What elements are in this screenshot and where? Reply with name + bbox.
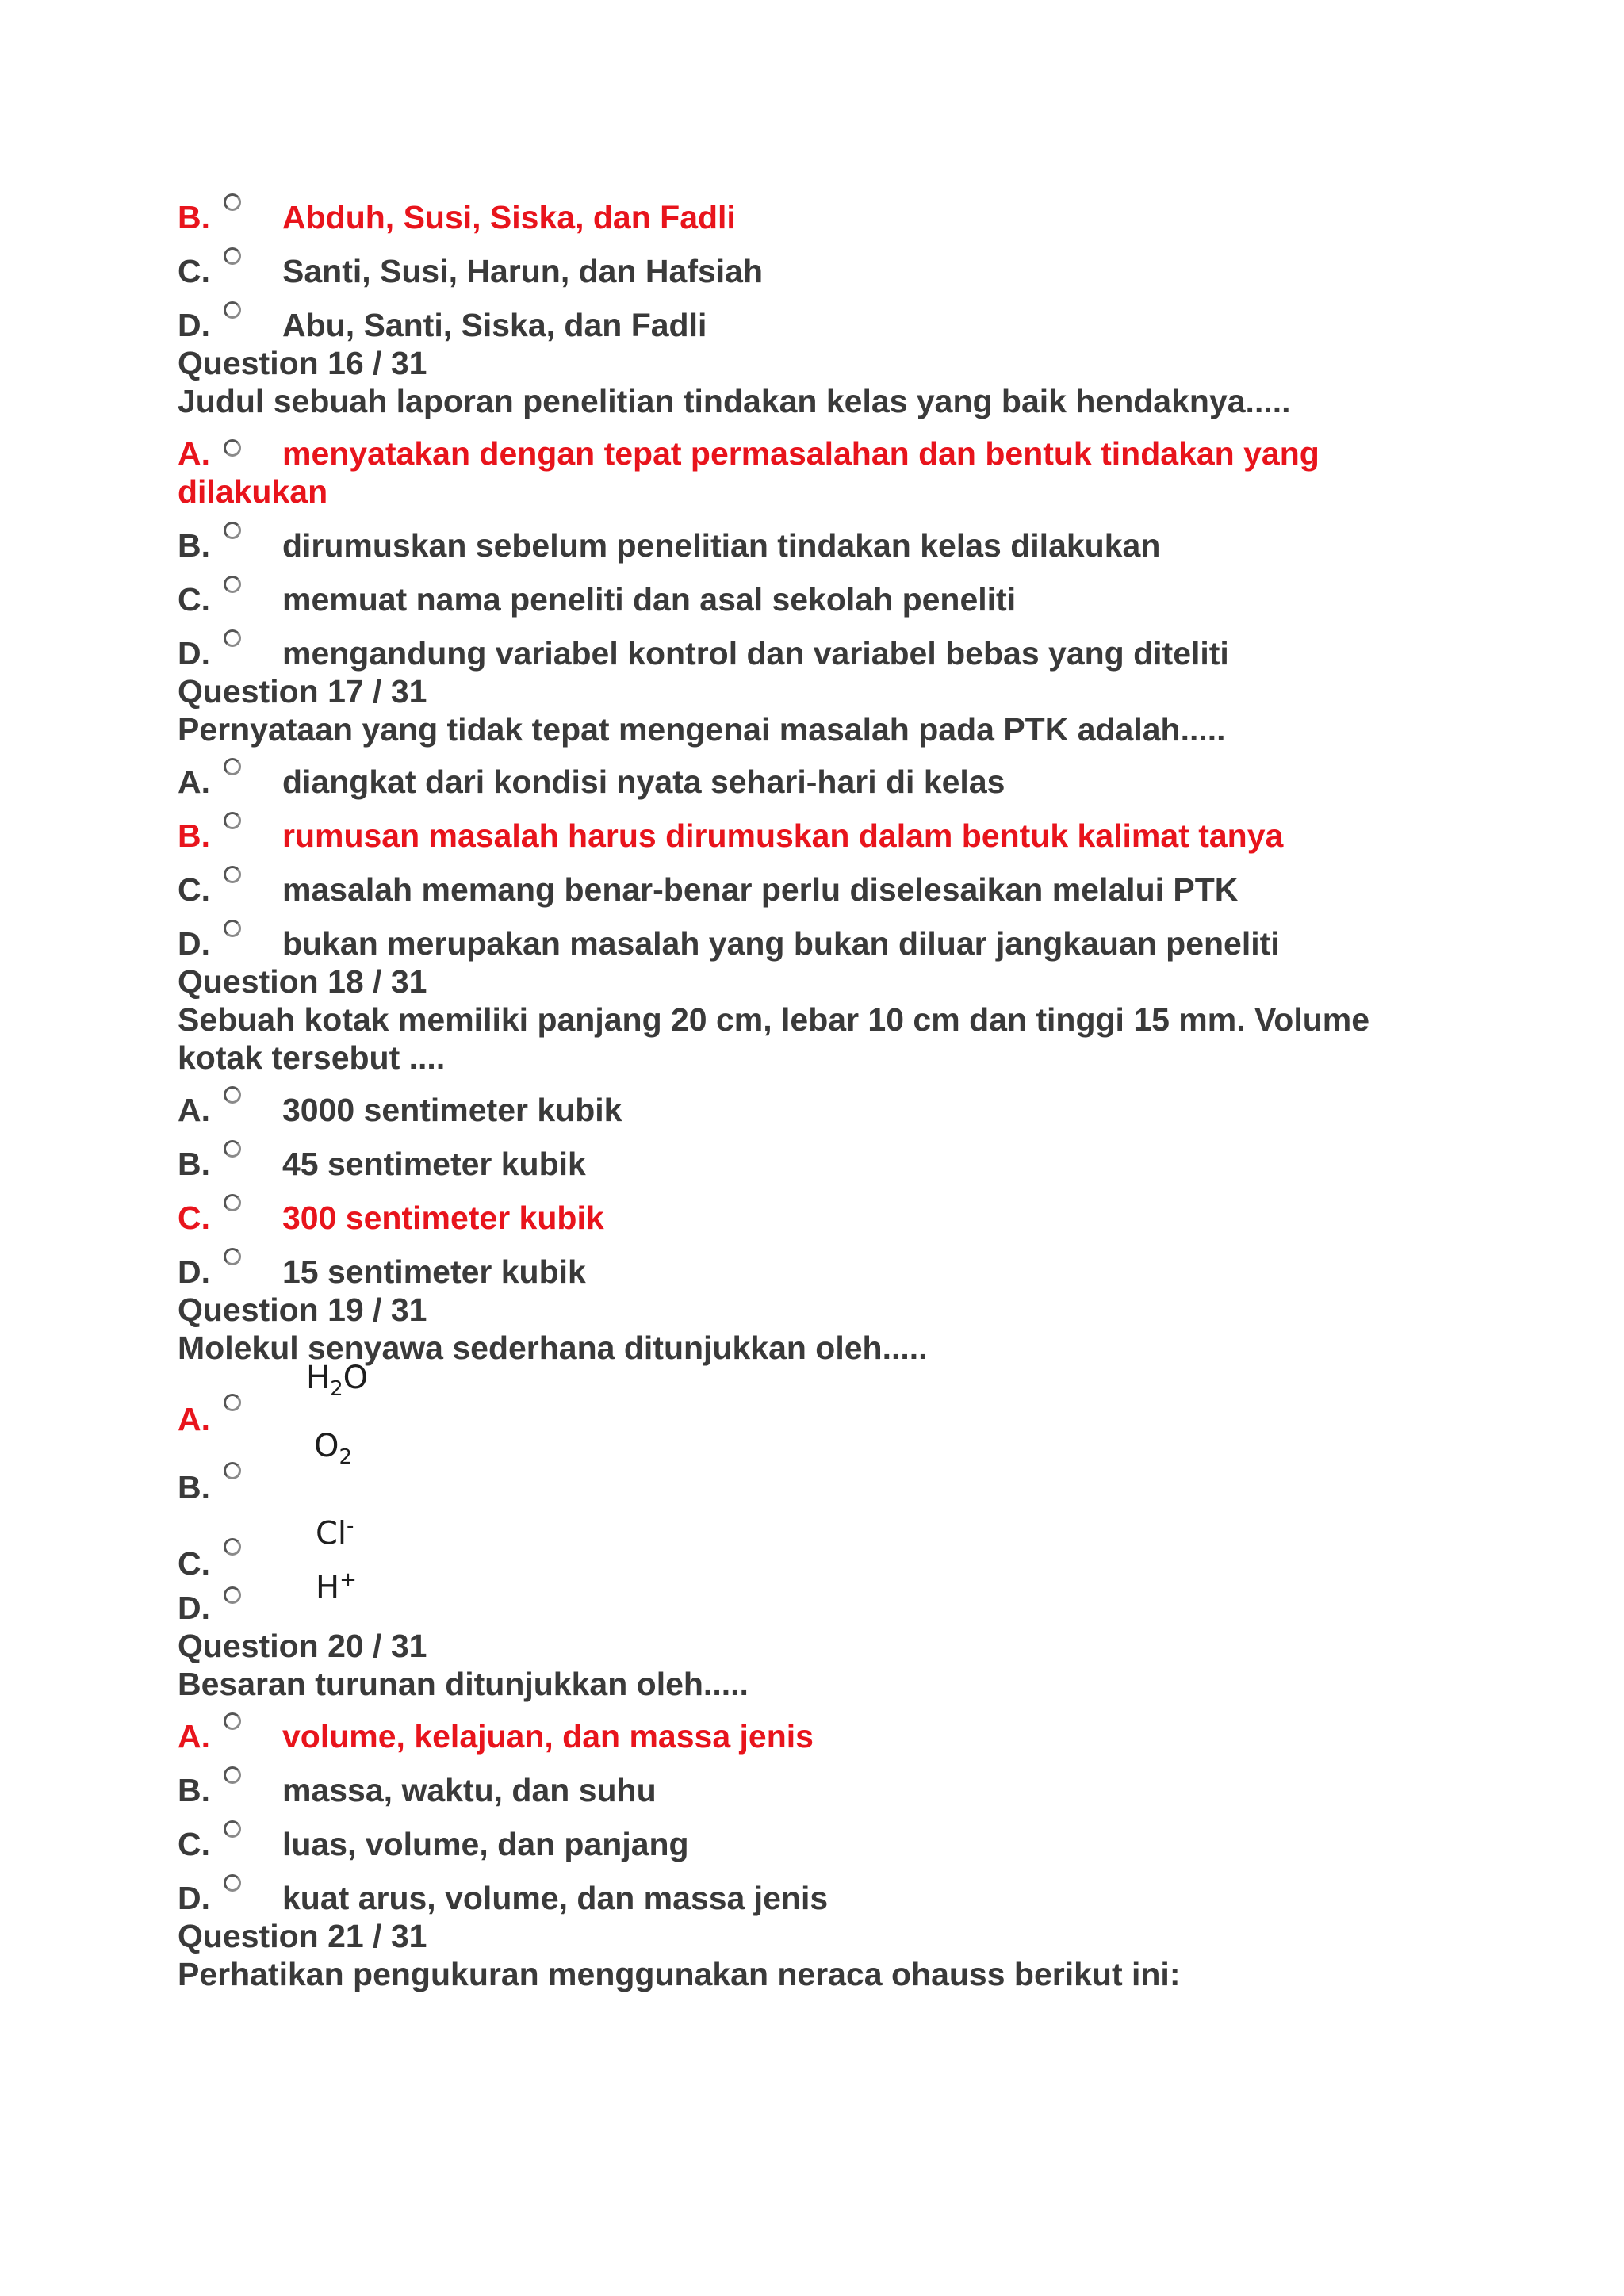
radio-button-icon[interactable]	[224, 522, 241, 539]
quiz-document	[178, 199, 1415, 1993]
question-20	[178, 1627, 1415, 1917]
option-q18-d[interactable]	[178, 1253, 1415, 1291]
radio-button-icon[interactable]	[224, 1766, 241, 1784]
question-text: Molekul senyawa sederhana ditunjukkan oleh.....	[178, 1330, 928, 1366]
option-letter: B.	[178, 1772, 210, 1808]
question-19	[178, 1291, 1415, 1627]
question-header: Question 16 / 31	[178, 345, 427, 381]
option-label: rumusan masalah harus dirumuskan dalam bentuk kalimat tanya	[282, 817, 1284, 854]
formula-h2o: $H_2O$	[306, 1360, 369, 1401]
question-text: Sebuah kotak memiliki panjang 20 cm, lebar 10 cm dan tinggi 15 mm. Volume kotak tersebut ....	[178, 1001, 1370, 1076]
option-label: 15 sentimeter kubik	[282, 1253, 586, 1290]
option-label: 300 sentimeter kubik	[282, 1200, 604, 1236]
radio-button-icon[interactable]	[224, 1394, 241, 1411]
q15-options	[178, 198, 1415, 344]
option-letter: A.	[178, 1718, 210, 1755]
question-21	[178, 1917, 1415, 1993]
formula-h-ion: H+	[316, 1567, 357, 1605]
option-label: Abduh, Susi, Siska, dan Fadli	[282, 199, 736, 235]
radio-button-icon[interactable]	[224, 1820, 241, 1838]
radio-button-icon[interactable]	[224, 1086, 241, 1104]
option-q18-a[interactable]	[178, 1091, 1415, 1129]
option-letter: D.	[178, 1590, 210, 1626]
option-letter: B.	[178, 199, 210, 235]
option-label: masalah memang benar-benar perlu diselesaikan melalui PTK	[282, 871, 1239, 908]
radio-button-icon[interactable]	[224, 1194, 241, 1211]
option-label: dirumuskan sebelum penelitian tindakan kelas dilakukan	[282, 527, 1161, 564]
option-letter: D.	[178, 1880, 210, 1916]
option-letter: A.	[178, 763, 210, 800]
option-q17-c[interactable]	[178, 871, 1415, 909]
option-letter: C.	[178, 1545, 210, 1582]
radio-button-icon[interactable]	[224, 1586, 241, 1604]
question-text: Besaran turunan ditunjukkan oleh.....	[178, 1666, 749, 1702]
option-letter: C.	[178, 1200, 210, 1236]
question-18	[178, 962, 1415, 1291]
option-q17-a[interactable]	[178, 763, 1415, 801]
radio-button-icon[interactable]	[224, 439, 241, 457]
option-letter: C.	[178, 581, 210, 618]
radio-button-icon[interactable]	[224, 866, 241, 883]
question-header: Question 18 / 31	[178, 963, 427, 1000]
radio-button-icon[interactable]	[224, 1712, 241, 1730]
option-letter: C.	[178, 1826, 210, 1862]
option-label: mengandung variabel kontrol dan variabel bebas yang diteliti	[282, 635, 1229, 672]
option-q16-b[interactable]	[178, 526, 1415, 564]
radio-button-icon[interactable]	[224, 1538, 241, 1556]
question-16	[178, 344, 1415, 672]
radio-button-icon[interactable]	[224, 1140, 241, 1158]
formula-o2: $O_2$	[314, 1428, 353, 1469]
option-q16-d[interactable]	[178, 634, 1415, 672]
question-text: Judul sebuah laporan penelitian tindakan kelas yang baik hendaknya.....	[178, 383, 1291, 419]
option-q20-a[interactable]	[178, 1717, 1415, 1755]
radio-button-icon[interactable]	[224, 1462, 241, 1479]
option-q20-c[interactable]	[178, 1825, 1415, 1863]
radio-button-icon[interactable]	[224, 812, 241, 829]
radio-button-icon[interactable]	[224, 1874, 241, 1892]
question-header: Question 20 / 31	[178, 1628, 427, 1664]
radio-button-icon[interactable]	[224, 758, 241, 775]
option-label: 3000 sentimeter kubik	[282, 1092, 622, 1128]
option-label: bukan merupakan masalah yang bukan diluar jangkauan peneliti	[282, 925, 1280, 962]
option-label: kuat arus, volume, dan massa jenis	[282, 1880, 829, 1916]
option-q16-c[interactable]	[178, 580, 1415, 618]
option-letter: D.	[178, 925, 210, 962]
option-label: menyatakan dengan tepat permasalahan dan bentuk tindakan yang dilakukan	[178, 435, 1320, 510]
option-q20-d[interactable]	[178, 1879, 1415, 1917]
radio-button-icon[interactable]	[224, 629, 241, 647]
option-label: volume, kelajuan, dan massa jenis	[282, 1718, 814, 1755]
radio-button-icon[interactable]	[224, 576, 241, 593]
question-header: Question 21 / 31	[178, 1918, 427, 1954]
option-label: massa, waktu, dan suhu	[282, 1772, 657, 1808]
option-q20-b[interactable]	[178, 1771, 1415, 1809]
option-q16-a[interactable]	[178, 434, 1415, 511]
question-header: Question 17 / 31	[178, 673, 427, 710]
option-q15-c[interactable]	[178, 252, 1415, 290]
option-q19-d[interactable]	[178, 1567, 1415, 1627]
option-q17-b[interactable]	[178, 817, 1415, 855]
option-q15-d[interactable]	[178, 306, 1415, 344]
question-17	[178, 672, 1415, 962]
option-label: luas, volume, dan panjang	[282, 1826, 689, 1862]
option-q18-b[interactable]	[178, 1145, 1415, 1183]
option-letter: D.	[178, 1253, 210, 1290]
option-q19-a[interactable]	[178, 1360, 1415, 1438]
option-letter: B.	[178, 1146, 210, 1182]
question-header: Question 19 / 31	[178, 1292, 427, 1328]
option-letter: B.	[178, 527, 210, 564]
formula-cl-ion: Cl-	[316, 1513, 354, 1552]
option-label: diangkat dari kondisi nyata sehari-hari di kelas	[282, 763, 1005, 800]
option-q19-b[interactable]	[178, 1428, 1415, 1506]
radio-button-icon[interactable]	[224, 247, 241, 265]
radio-button-icon[interactable]	[224, 193, 241, 211]
option-letter: B.	[178, 1469, 210, 1506]
option-q15-b[interactable]	[178, 198, 1415, 236]
question-text: Pernyataan yang tidak tepat mengenai masalah pada PTK adalah.....	[178, 711, 1226, 748]
option-label: 45 sentimeter kubik	[282, 1146, 586, 1182]
option-letter: D.	[178, 307, 210, 343]
option-letter: C.	[178, 253, 210, 289]
option-q17-d[interactable]	[178, 924, 1415, 962]
option-q18-c[interactable]	[178, 1199, 1415, 1237]
radio-button-icon[interactable]	[224, 1248, 241, 1265]
question-text: Perhatikan pengukuran menggunakan neraca ohauss berikut ini:	[178, 1956, 1181, 1992]
option-label: Santi, Susi, Harun, dan Hafsiah	[282, 253, 764, 289]
option-letter: D.	[178, 635, 210, 672]
option-letter: B.	[178, 817, 210, 854]
option-letter: A.	[178, 1092, 210, 1128]
radio-button-icon[interactable]	[224, 301, 241, 319]
radio-button-icon[interactable]	[224, 920, 241, 937]
option-label: memuat nama peneliti dan asal sekolah peneliti	[282, 581, 1017, 618]
option-letter: A.	[178, 435, 210, 472]
option-letter: A.	[178, 1401, 210, 1437]
option-label: Abu, Santi, Siska, dan Fadli	[282, 307, 707, 343]
option-letter: C.	[178, 871, 210, 908]
